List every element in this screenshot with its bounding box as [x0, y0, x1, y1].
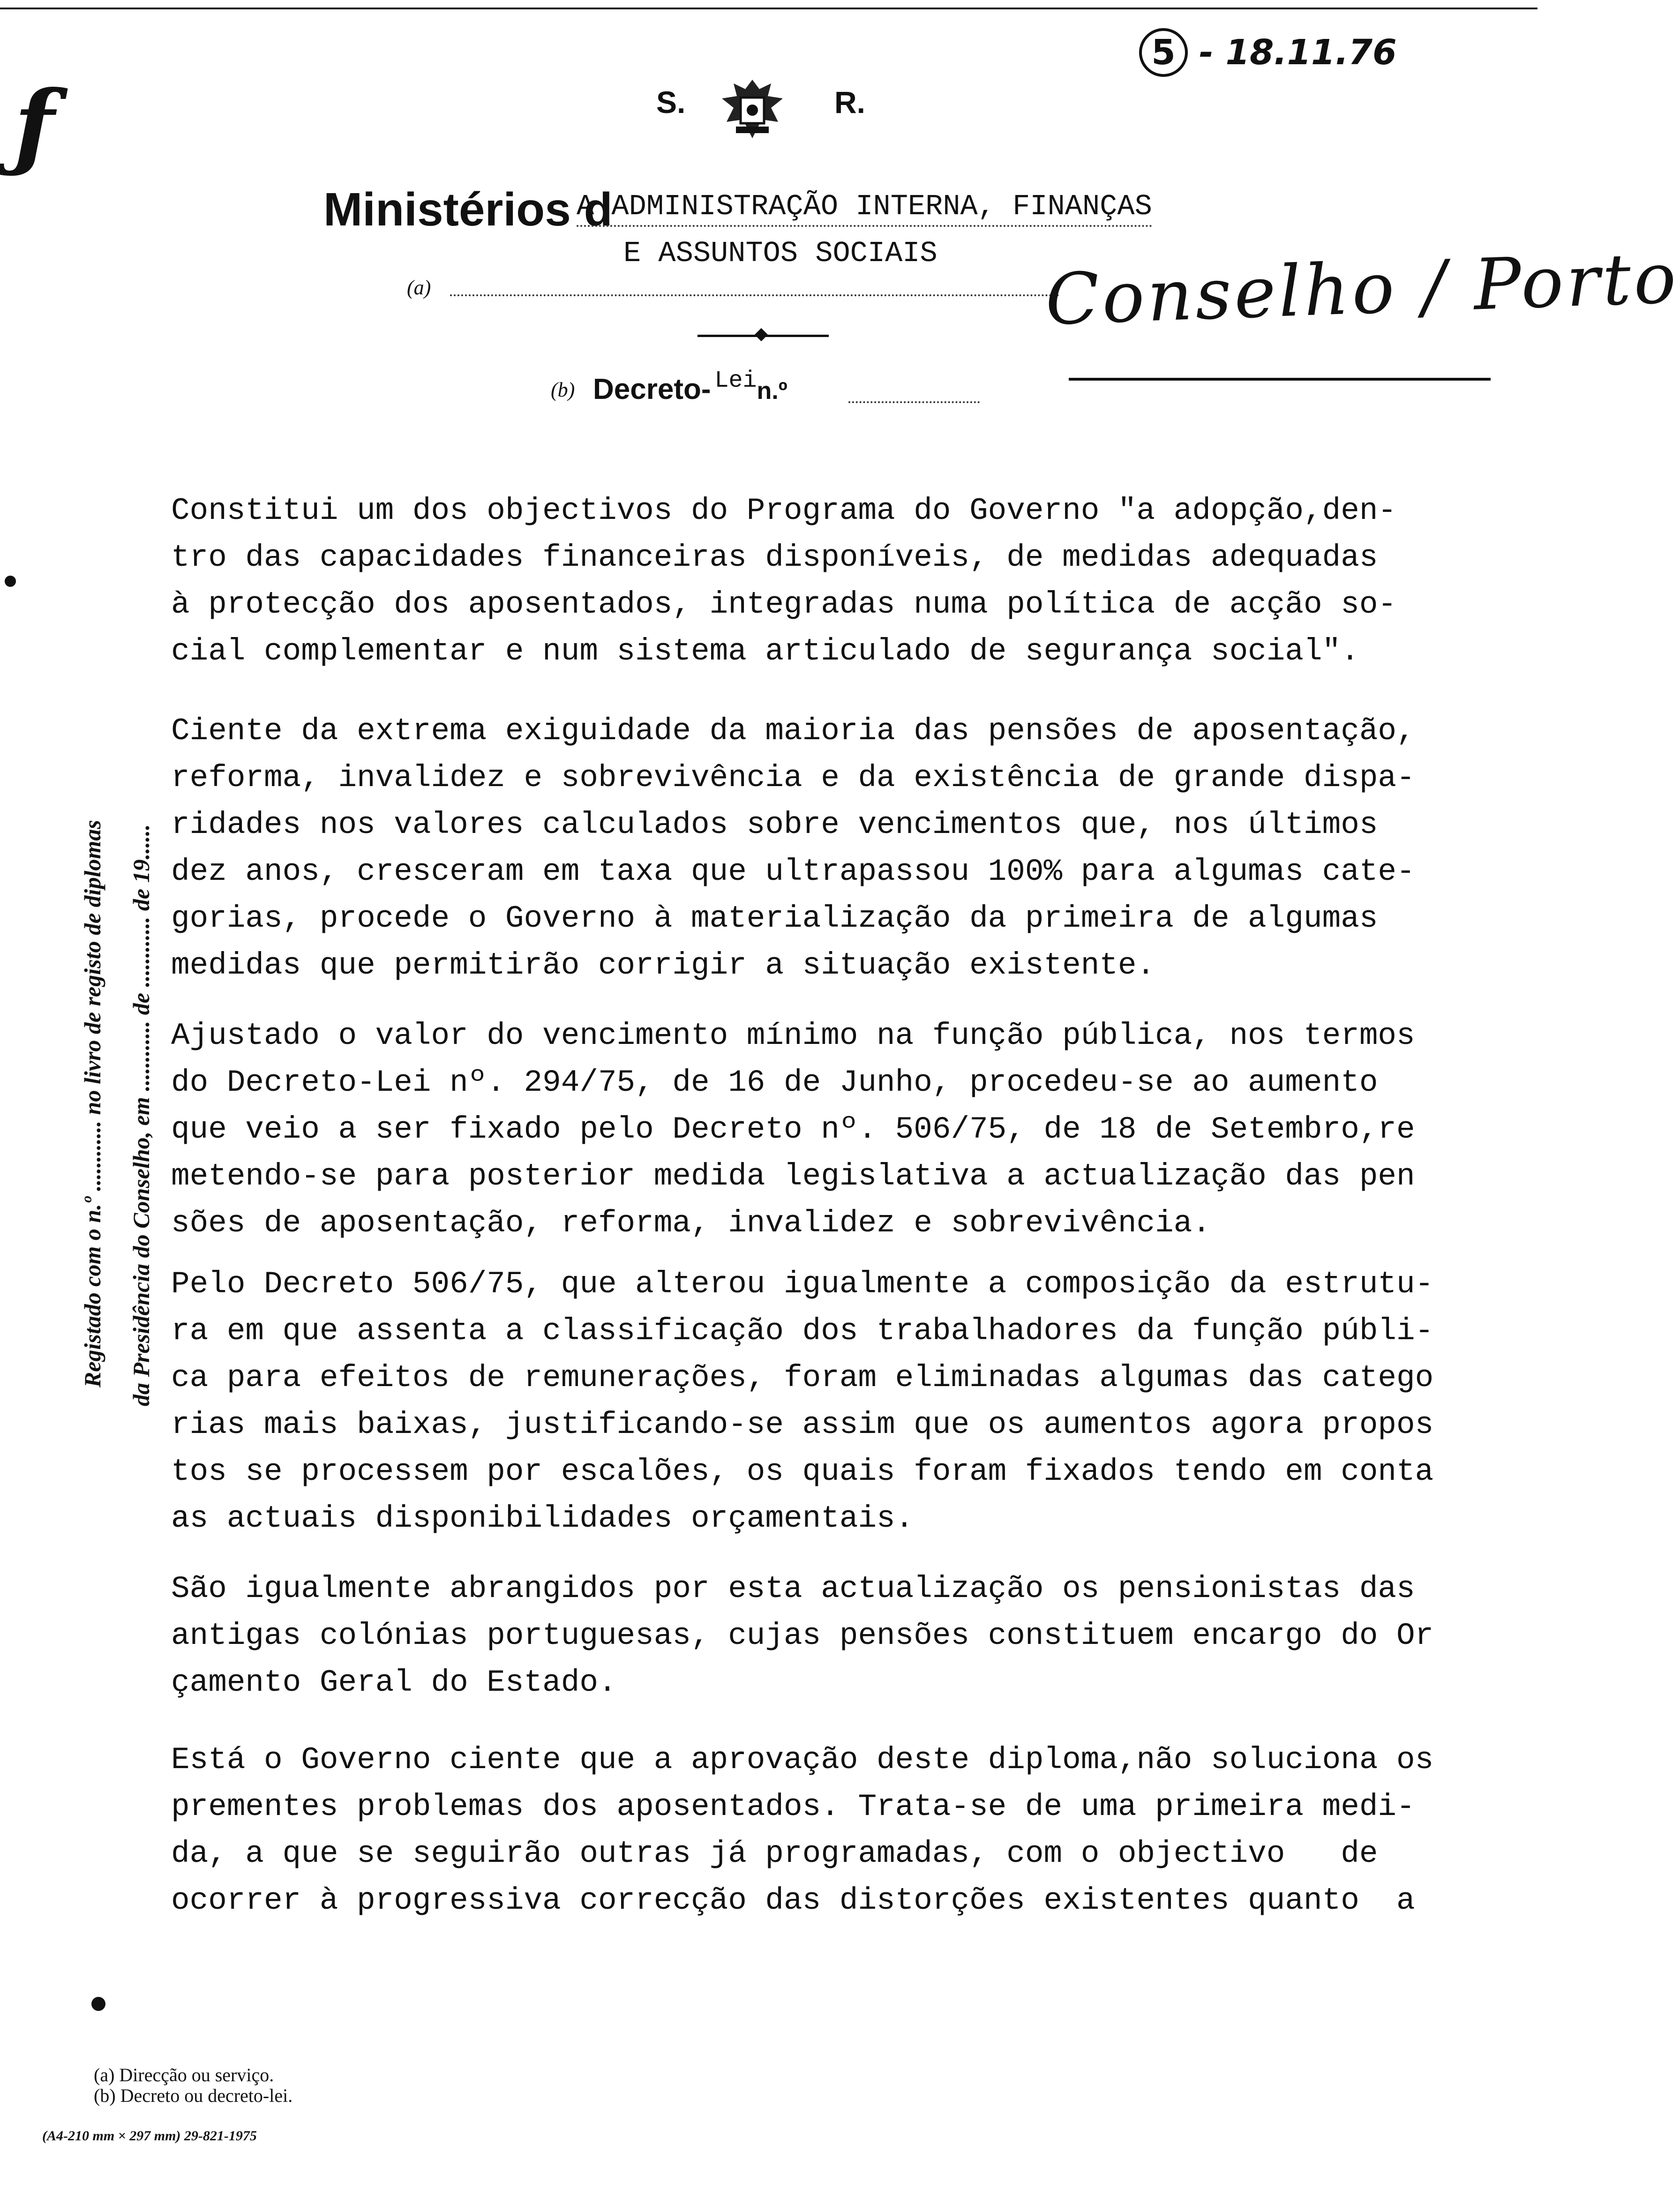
body-paragraph-6: Está o Governo ciente que a aprovação deste diploma,não soluciona os prementes problemas dos aposentados. Trata-se de uma primeira medi- da, a que se seguirão outras já programadas, com o objectivo de ocorrer à progressiva correcção das distorções existentes quanto a — [171, 1742, 1434, 1918]
field-b-label: (b) — [551, 378, 575, 401]
margin-dot — [5, 576, 16, 587]
footnote-b: (b) Decreto ou decreto-lei. — [94, 2085, 293, 2106]
handwritten-note: Conselho / Porto — [1044, 237, 1680, 341]
decree-title — [593, 368, 788, 406]
coat-of-arms-icon — [712, 75, 792, 145]
body-paragraph-3: Ajustado o valor do vencimento mínimo na função pública, nos termos do Decreto-Lei nº. 294/75, de 16 de Junho, procedeu-se ao aumento que veio a ser fixado pelo Decreto nº. 506/75, de 18 de Setembro,re metendo-se para posterior medida legislativa a actualização das pen sões de aposentação, reforma, invalidez e sobrevivência. — [171, 1018, 1415, 1241]
ministry-name-line1: A ADMINISTRAÇÃO INTERNA, FINANÇAS — [577, 190, 1152, 227]
handwritten-margin-mark: ƒ — [14, 70, 55, 180]
print-code: (A4-210 mm × 297 mm) 29-821-1975 — [42, 2128, 257, 2144]
stamp-number: 5 — [1139, 28, 1188, 77]
decree-number-dotted-line — [848, 401, 980, 403]
footnote-a: (a) Direcção ou serviço. — [94, 2064, 274, 2085]
body-paragraph-4: Pelo Decreto 506/75, que alterou igualmente a composição da estrutu- ra em que assenta a classificação dos trabalhadores da função públi- ca para efeitos de remunerações, foram eliminadas algumas das catego rias mais baixas, justificando-se assim que os aumentos agora propos tos se processem por escalões, os quais foram fixados tendo em conta as actuais disponibilidades orçamentais. — [171, 1267, 1434, 1536]
ministry-prefix: Ministérios d — [323, 183, 613, 236]
register-note-line2: da Presidência do Conselho, em ............ de ............ de 19...... — [128, 824, 154, 1406]
letter-r: R. — [834, 85, 865, 120]
register-note-line1: Registado com o n.º ............ no livro de registo de diplomas — [79, 820, 105, 1388]
decree-lei: Lei — [714, 368, 757, 394]
field-a-label: (a) — [407, 276, 431, 299]
handwritten-underline — [1069, 378, 1491, 381]
body-paragraph-1: Constitui um dos objectivos do Programa do Governo "a adopção,den- tro das capacidades financeiras disponíveis, de medidas adequadas à protecção dos aposentados, integradas numa política de acção so- cial complementar e num sistema articulado de segurança social". — [171, 493, 1397, 669]
footnotes — [94, 2065, 292, 2106]
ministry-name-line2: E ASSUNTOS SOCIAIS — [623, 237, 938, 270]
letter-s: S. — [656, 85, 686, 120]
body-paragraph-2: Ciente da extrema exiguidade da maioria das pensões de aposentação, reforma, invalidez e sobrevivência e da existência de grande dispa- ridades nos valores calculados sobre vencimentos que, nos últimos dez anos, cresceram em taxa que ultrapassou 100% para algumas cate- gorias, procede o Governo à materialização da primeira de algumas medidas que permitirão corrigir a situação existente. — [171, 713, 1415, 983]
decree-label: Decreto- — [593, 373, 711, 405]
stamp-date: - 18.11.76 — [1199, 32, 1397, 73]
top-border-rule — [0, 8, 1538, 9]
diamond-ornament-icon — [755, 328, 768, 341]
field-a-dotted-line — [450, 294, 1059, 296]
archive-stamp — [1139, 28, 1397, 77]
decree-number-label: n.º — [757, 377, 788, 405]
body-paragraph-5: São igualmente abrangidos por esta actualização os pensionistas das antigas colónias portuguesas, cujas pensões constituem encargo do Or çamento Geral do Estado. — [171, 1571, 1434, 1700]
page-dot — [91, 1997, 105, 2011]
